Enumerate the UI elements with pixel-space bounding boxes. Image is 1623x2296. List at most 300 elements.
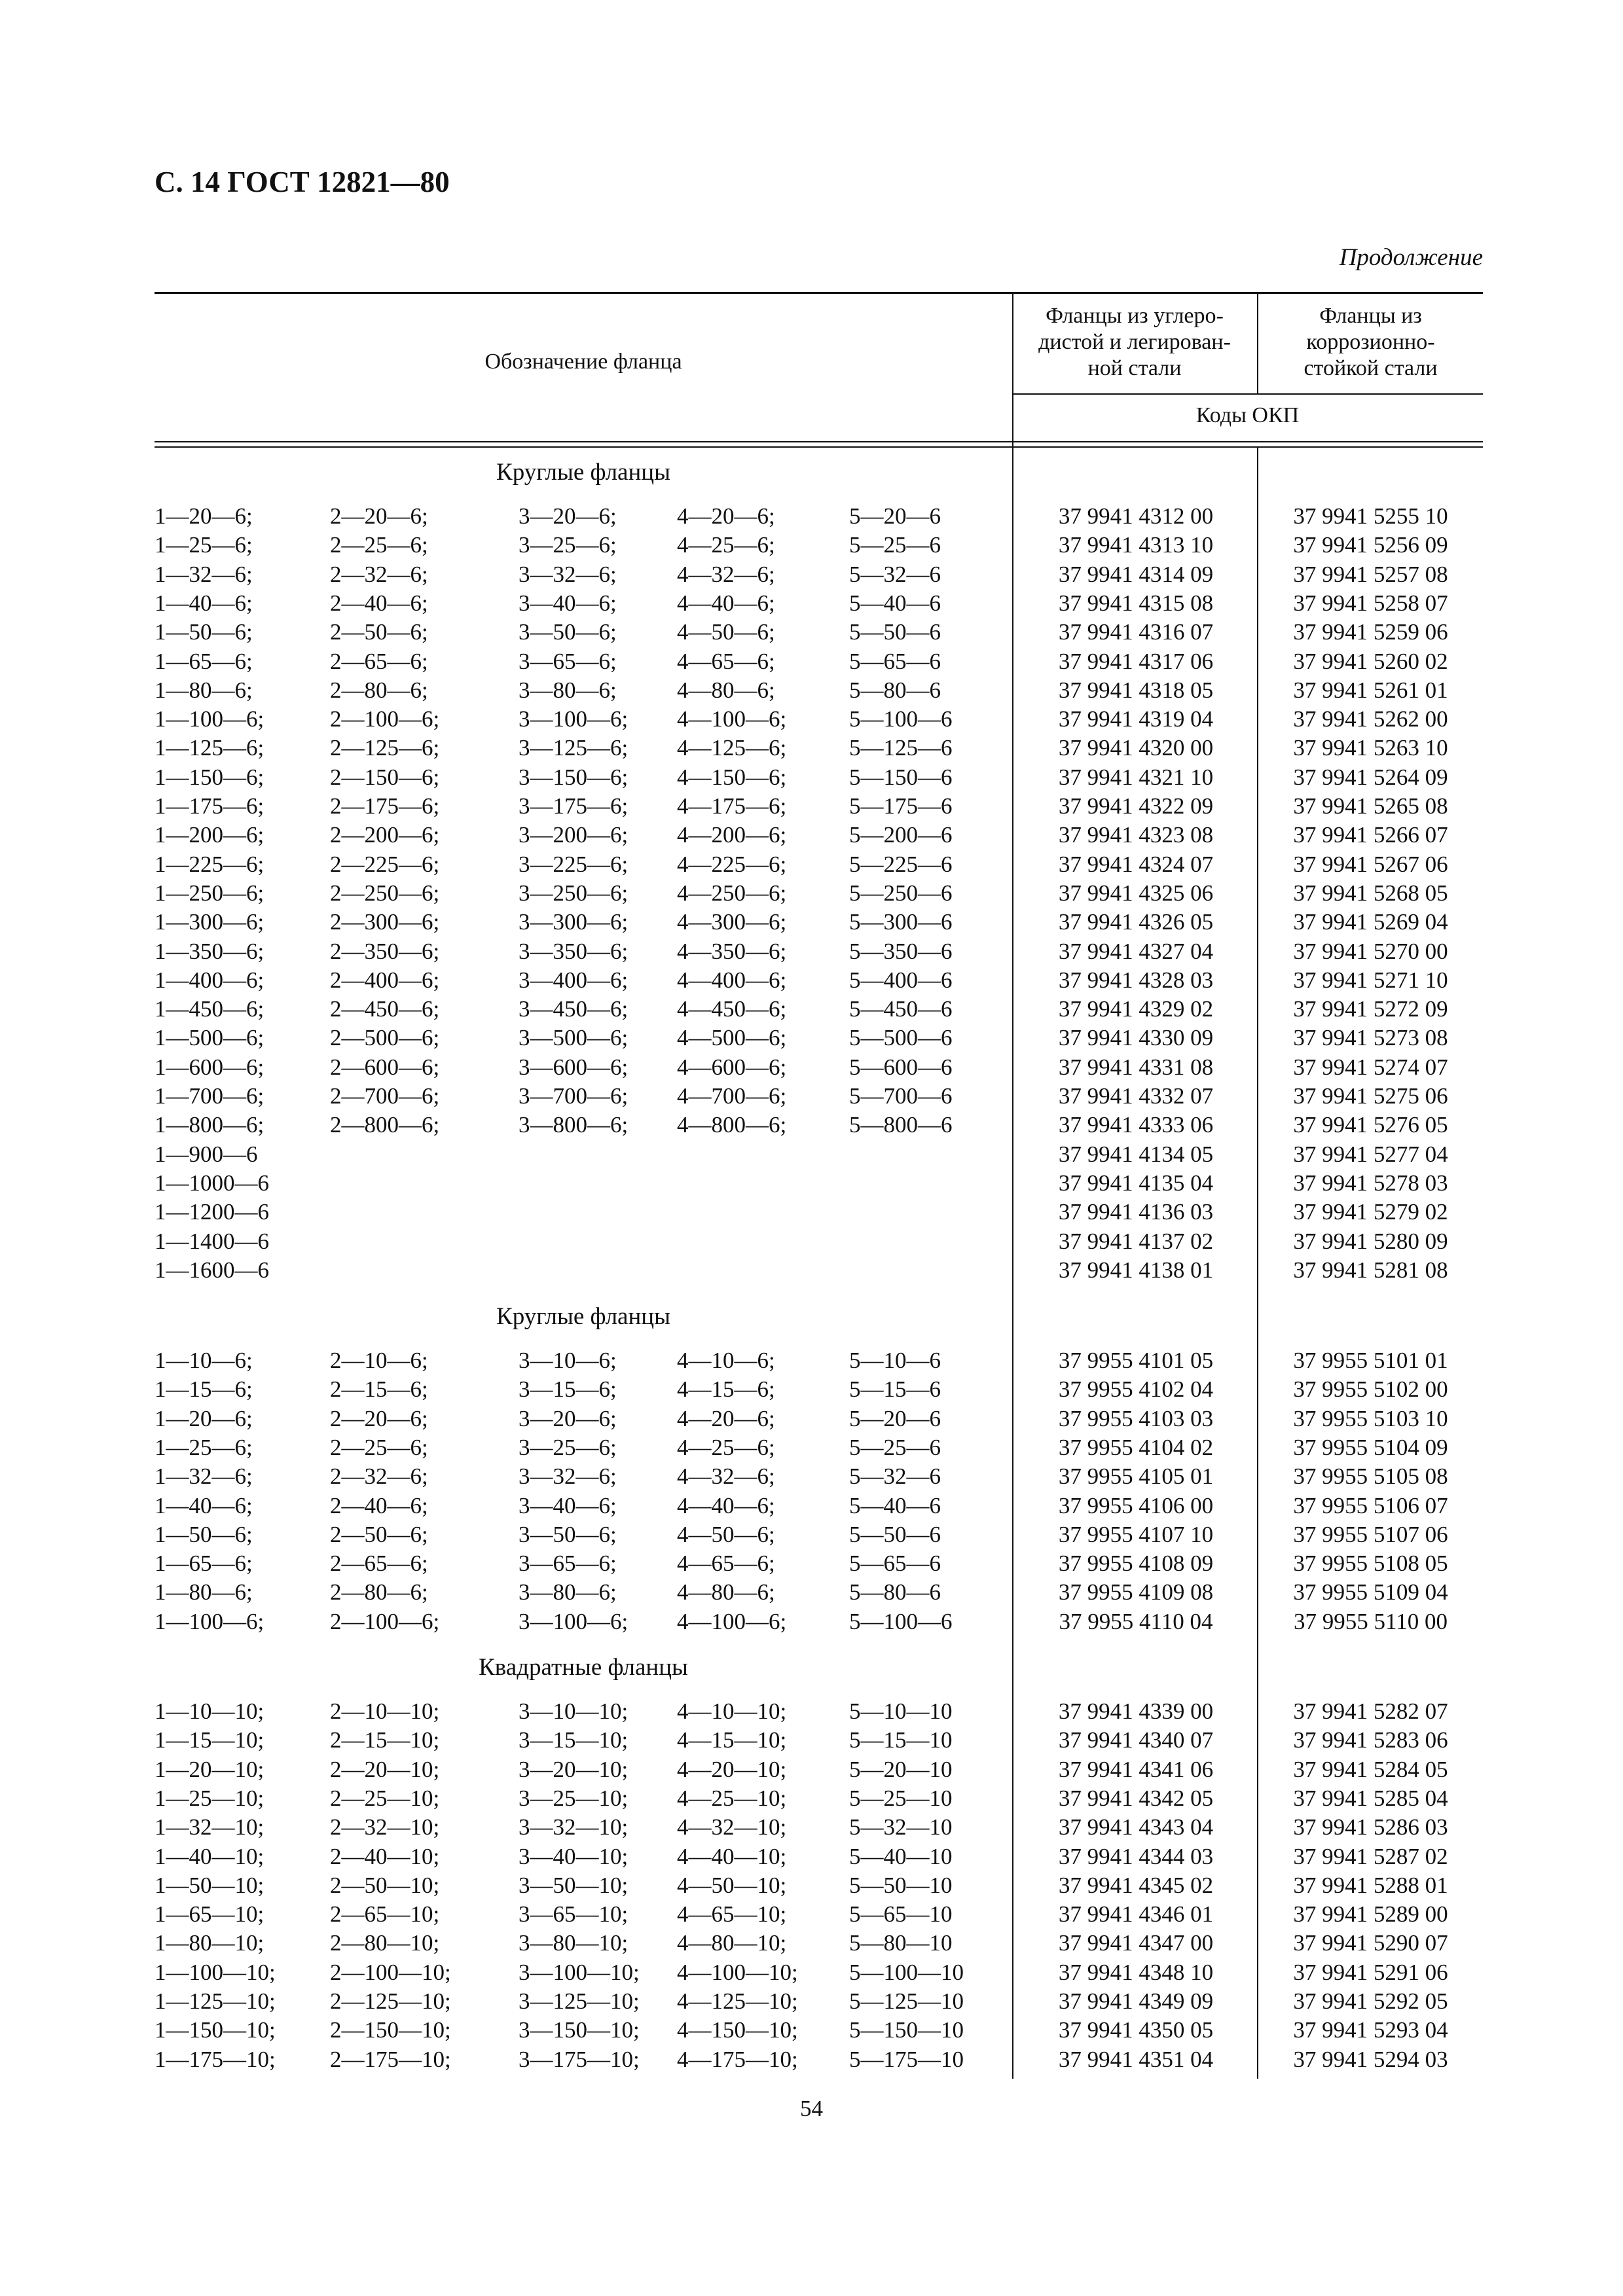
okp-code-stainless: 37 9941 5261 01: [1293, 677, 1448, 703]
flange-designation: 2—300—6;: [330, 909, 440, 935]
flange-designation: 5—40—10: [849, 1844, 953, 1869]
flange-designation: 3—250—6;: [519, 880, 629, 906]
okp-code-stainless: 37 9941 5267 06: [1293, 852, 1448, 877]
table-row: [0, 1871, 1623, 1900]
flange-designation: 2—20—6;: [330, 1406, 428, 1431]
flange-designation: 5—250—6: [849, 880, 953, 906]
okp-code-stainless: 37 9941 5269 04: [1293, 909, 1448, 935]
flange-designation: 1—25—6;: [155, 1435, 253, 1460]
table-row: [0, 1462, 1623, 1491]
flange-designation: 1—200—6;: [155, 822, 264, 848]
continuation-label: Продолжение: [1339, 244, 1483, 271]
table-row: [0, 1842, 1623, 1871]
table-row: [0, 1520, 1623, 1549]
flange-designation: 5—450—6: [849, 996, 953, 1022]
okp-code-stainless: 37 9955 5104 09: [1293, 1435, 1448, 1460]
okp-code-stainless: 37 9941 5279 02: [1293, 1199, 1448, 1225]
table-row: [0, 821, 1623, 850]
flange-designation: 5—32—10: [849, 1814, 953, 1840]
flange-designation: 2—10—10;: [330, 1698, 440, 1724]
table-row: [0, 1578, 1623, 1607]
flange-designation: 2—450—6;: [330, 996, 440, 1022]
flange-designation: 1—175—10;: [155, 2047, 276, 2072]
flange-designation: 1—500—6;: [155, 1025, 264, 1050]
okp-code-carbon: 37 9941 4319 04: [1058, 706, 1214, 732]
flange-designation: 2—350—6;: [330, 939, 440, 964]
flange-designation: 4—25—6;: [677, 532, 775, 558]
flange-designation: 3—32—6;: [519, 562, 617, 587]
flange-designation: 3—80—6;: [519, 677, 617, 703]
okp-code-stainless: 37 9941 5272 09: [1293, 996, 1448, 1022]
flange-designation: 3—500—6;: [519, 1025, 629, 1050]
flange-designation: 1—700—6;: [155, 1083, 264, 1109]
flange-designation: 2—200—6;: [330, 822, 440, 848]
flange-designation: 5—15—6: [849, 1376, 941, 1402]
okp-code-carbon: 37 9941 4346 01: [1058, 1901, 1214, 1927]
flange-designation: 4—20—6;: [677, 503, 775, 529]
flange-designation: 2—50—6;: [330, 619, 428, 645]
flange-designation: 5—50—6: [849, 1522, 941, 1547]
flange-designation: 2—15—6;: [330, 1376, 428, 1402]
flange-designation: 3—10—10;: [519, 1698, 629, 1724]
flange-designation: 3—50—6;: [519, 619, 617, 645]
okp-code-carbon: 37 9941 4331 08: [1058, 1054, 1214, 1080]
flange-designation: 2—40—10;: [330, 1844, 440, 1869]
flange-designation: 2—65—6;: [330, 1551, 428, 1576]
flange-designation: 1—450—6;: [155, 996, 264, 1022]
table-top-rule: [155, 292, 1483, 294]
flange-designation: 1—800—6;: [155, 1112, 264, 1138]
flange-designation: 5—400—6: [849, 967, 953, 993]
table-row: [0, 1140, 1623, 1169]
flange-designation: 1—300—6;: [155, 909, 264, 935]
flange-designation: 2—32—6;: [330, 1463, 428, 1489]
flange-designation: 2—20—6;: [330, 503, 428, 529]
flange-designation: 5—100—10: [849, 1960, 964, 1985]
okp-code-stainless: 37 9941 5292 05: [1293, 1988, 1448, 2014]
flange-designation: 1—80—6;: [155, 677, 253, 703]
flange-designation: 3—25—6;: [519, 532, 617, 558]
okp-code-stainless: 37 9941 5260 02: [1293, 649, 1448, 674]
flange-designation: 4—50—6;: [677, 619, 775, 645]
flange-designation: 4—20—6;: [677, 1406, 775, 1431]
okp-code-stainless: 37 9941 5278 03: [1293, 1170, 1448, 1196]
flange-designation: 3—25—6;: [519, 1435, 617, 1460]
flange-designation: 1—15—10;: [155, 1727, 264, 1753]
okp-code-stainless: 37 9941 5294 03: [1293, 2047, 1448, 2072]
flange-designation: 3—80—10;: [519, 1930, 629, 1956]
flange-designation: 3—200—6;: [519, 822, 629, 848]
header-line: дистой и легирован-: [1038, 330, 1231, 354]
okp-code-carbon: 37 9941 4137 02: [1058, 1229, 1214, 1254]
okp-code-carbon: 37 9941 4315 08: [1058, 590, 1214, 616]
flange-designation: 2—25—10;: [330, 1785, 440, 1811]
table-row: [0, 1111, 1623, 1139]
flange-designation: 5—32—6: [849, 562, 941, 587]
page-number: 54: [800, 2096, 823, 2121]
flange-designation: 1—125—10;: [155, 1988, 276, 2014]
okp-code-carbon: 37 9941 4349 09: [1058, 1988, 1214, 2014]
table-row: [0, 1987, 1623, 2016]
flange-designation: 5—20—10: [849, 1757, 953, 1782]
section-title: Круглые фланцы: [496, 1303, 670, 1330]
okp-code-stainless: 37 9941 5277 04: [1293, 1141, 1448, 1167]
flange-designation: 1—32—6;: [155, 1463, 253, 1489]
okp-code-carbon: 37 9941 4324 07: [1058, 852, 1214, 877]
flange-designation: 5—600—6: [849, 1054, 953, 1080]
flange-designation: 4—250—6;: [677, 880, 787, 906]
flange-designation: 5—700—6: [849, 1083, 953, 1109]
flange-designation: 5—25—10: [849, 1785, 953, 1811]
okp-code-stainless: 37 9941 5281 08: [1293, 1257, 1448, 1283]
flange-designation: 4—80—6;: [677, 1579, 775, 1605]
flange-designation: 4—20—10;: [677, 1757, 787, 1782]
flange-designation: 3—450—6;: [519, 996, 629, 1022]
flange-designation: 4—100—6;: [677, 1609, 787, 1634]
table-row: [0, 1755, 1623, 1784]
okp-code-carbon: 37 9941 4136 03: [1058, 1199, 1214, 1225]
okp-code-stainless: 37 9941 5265 08: [1293, 793, 1448, 819]
table-row: [0, 763, 1623, 792]
flange-designation: 3—32—6;: [519, 1463, 617, 1489]
okp-code-stainless: 37 9955 5105 08: [1293, 1463, 1448, 1489]
okp-code-carbon: 37 9941 4325 06: [1058, 880, 1214, 906]
okp-code-carbon: 37 9941 4350 05: [1058, 2017, 1214, 2043]
okp-code-stainless: 37 9955 5108 05: [1293, 1551, 1448, 1576]
flange-designation: 2—50—6;: [330, 1522, 428, 1547]
okp-code-stainless: 37 9941 5268 05: [1293, 880, 1448, 906]
flange-designation: 2—65—6;: [330, 649, 428, 674]
flange-designation: 3—40—6;: [519, 1493, 617, 1518]
flange-designation: 3—40—6;: [519, 590, 617, 616]
flange-designation: 4—15—6;: [677, 1376, 775, 1402]
header-line: Фланцы из: [1319, 304, 1422, 328]
flange-designation: 5—40—6: [849, 1493, 941, 1518]
flange-designation: 1—20—10;: [155, 1757, 264, 1782]
flange-designation: 1—350—6;: [155, 939, 264, 964]
flange-designation: 2—125—10;: [330, 1988, 451, 2014]
flange-designation: 4—150—10;: [677, 2017, 798, 2043]
flange-designation: 4—350—6;: [677, 939, 787, 964]
flange-designation: 3—80—6;: [519, 1579, 617, 1605]
okp-code-stainless: 37 9955 5102 00: [1293, 1376, 1448, 1402]
table-row: [0, 1900, 1623, 1929]
flange-designation: 4—25—10;: [677, 1785, 787, 1811]
flange-designation: 1—225—6;: [155, 852, 264, 877]
flange-designation: 4—32—6;: [677, 1463, 775, 1489]
okp-code-carbon: 37 9941 4313 10: [1058, 532, 1214, 558]
table-row: [0, 850, 1623, 879]
okp-code-stainless: 37 9941 5273 08: [1293, 1025, 1448, 1050]
table-row: [0, 531, 1623, 560]
okp-code-stainless: 37 9941 5276 05: [1293, 1112, 1448, 1138]
okp-code-stainless: 37 9941 5289 00: [1293, 1901, 1448, 1927]
flange-designation: 1—25—6;: [155, 532, 253, 558]
header-line: ной стали: [1087, 356, 1182, 380]
okp-code-stainless: 37 9941 5256 09: [1293, 532, 1448, 558]
okp-code-stainless: 37 9941 5258 07: [1293, 590, 1448, 616]
table-row: [0, 1082, 1623, 1111]
flange-designation: 1—50—6;: [155, 1522, 253, 1547]
flange-designation: 2—500—6;: [330, 1025, 440, 1050]
flange-designation: 4—65—6;: [677, 649, 775, 674]
header-line: стойкой стали: [1304, 356, 1438, 380]
flange-designation: 4—50—6;: [677, 1522, 775, 1547]
section-title: Круглые фланцы: [496, 459, 670, 486]
flange-designation: 1—150—10;: [155, 2017, 276, 2043]
table-row: [0, 966, 1623, 995]
flange-designation: 3—600—6;: [519, 1054, 629, 1080]
okp-code-carbon: 37 9955 4103 03: [1058, 1406, 1214, 1431]
flange-designation: 5—65—6: [849, 1551, 941, 1576]
flange-designation: 1—100—6;: [155, 1609, 264, 1634]
table-row: [0, 647, 1623, 676]
flange-designation: 3—10—6;: [519, 1348, 617, 1373]
flange-designation: 5—15—10: [849, 1727, 953, 1753]
flange-designation: 5—20—6: [849, 1406, 941, 1431]
flange-designation: 1—175—6;: [155, 793, 264, 819]
okp-code-carbon: 37 9941 4326 05: [1058, 909, 1214, 935]
flange-designation: 3—20—10;: [519, 1757, 629, 1782]
okp-code-stainless: 37 9941 5262 00: [1293, 706, 1448, 732]
flange-designation: 4—175—6;: [677, 793, 787, 819]
table-row: [0, 1726, 1623, 1755]
flange-designation: 4—300—6;: [677, 909, 787, 935]
flange-designation: 4—15—10;: [677, 1727, 787, 1753]
document-header: С. 14 ГОСТ 12821—80: [155, 166, 450, 198]
flange-designation: 3—700—6;: [519, 1083, 629, 1109]
flange-designation: 5—100—6: [849, 706, 953, 732]
flange-designation: 1—20—6;: [155, 1406, 253, 1431]
flange-designation: 2—400—6;: [330, 967, 440, 993]
okp-code-carbon: 37 9955 4110 04: [1059, 1609, 1213, 1634]
flange-designation: 2—10—6;: [330, 1348, 428, 1373]
okp-code-stainless: 37 9941 5290 07: [1293, 1930, 1448, 1956]
okp-code-carbon: 37 9941 4323 08: [1058, 822, 1214, 848]
flange-designation: 1—50—10;: [155, 1873, 264, 1898]
flange-designation: 1—1000—6: [155, 1170, 269, 1196]
flange-designation: 3—100—6;: [519, 706, 629, 732]
flange-designation: 2—32—10;: [330, 1814, 440, 1840]
table-row: [0, 1433, 1623, 1462]
flange-designation: 2—150—10;: [330, 2017, 451, 2043]
flange-designation: 2—150—6;: [330, 764, 440, 790]
flange-designation: 2—50—10;: [330, 1873, 440, 1898]
flange-designation: 1—250—6;: [155, 880, 264, 906]
okp-code-carbon: 37 9955 4102 04: [1058, 1376, 1214, 1402]
flange-designation: 1—40—10;: [155, 1844, 264, 1869]
okp-code-carbon: 37 9955 4109 08: [1058, 1579, 1214, 1605]
okp-code-stainless: 37 9941 5271 10: [1293, 967, 1448, 993]
flange-designation: 4—125—6;: [677, 735, 787, 761]
okp-code-stainless: 37 9955 5109 04: [1293, 1579, 1448, 1605]
table-row: [0, 879, 1623, 908]
flange-designation: 2—25—6;: [330, 1435, 428, 1460]
okp-code-carbon: 37 9941 4329 02: [1058, 996, 1214, 1022]
flange-designation: 2—40—6;: [330, 590, 428, 616]
flange-designation: 2—80—6;: [330, 1579, 428, 1605]
flange-designation: 5—50—10: [849, 1873, 953, 1898]
flange-designation: 3—150—6;: [519, 764, 629, 790]
column-header-designation: Обозначение фланца: [484, 350, 682, 374]
okp-code-stainless: 37 9955 5103 10: [1293, 1406, 1448, 1431]
flange-designation: 3—125—10;: [519, 1988, 640, 2014]
okp-code-carbon: 37 9955 4108 09: [1058, 1551, 1214, 1576]
table-row: [0, 502, 1623, 531]
flange-designation: 3—25—10;: [519, 1785, 629, 1811]
flange-designation: 4—10—6;: [677, 1348, 775, 1373]
flange-designation: 4—40—6;: [677, 1493, 775, 1518]
flange-designation: 3—100—6;: [519, 1609, 629, 1634]
okp-code-carbon: 37 9955 4104 02: [1058, 1435, 1214, 1460]
table-row: [0, 1375, 1623, 1404]
flange-designation: 4—40—10;: [677, 1844, 787, 1869]
table-row: [0, 2016, 1623, 2045]
okp-code-carbon: 37 9955 4106 00: [1058, 1493, 1214, 1518]
flange-designation: 2—80—10;: [330, 1930, 440, 1956]
okp-code-carbon: 37 9941 4312 00: [1058, 503, 1214, 529]
flange-designation: 4—80—6;: [677, 677, 775, 703]
flange-designation: 5—10—10: [849, 1698, 953, 1724]
flange-designation: 1—32—6;: [155, 562, 253, 587]
flange-designation: 4—450—6;: [677, 996, 787, 1022]
flange-designation: 3—20—6;: [519, 503, 617, 529]
flange-designation: 1—80—10;: [155, 1930, 264, 1956]
table-row: [0, 1227, 1623, 1256]
header-line: коррозионно-: [1306, 330, 1435, 354]
okp-code-carbon: 37 9941 4317 06: [1058, 649, 1214, 674]
okp-code-carbon: 37 9941 4320 00: [1058, 735, 1214, 761]
okp-code-stainless: 37 9941 5282 07: [1293, 1698, 1448, 1724]
flange-designation: 3—40—10;: [519, 1844, 629, 1869]
flange-designation: 4—100—10;: [677, 1960, 798, 1985]
okp-code-carbon: 37 9955 4107 10: [1058, 1522, 1214, 1547]
flange-designation: 3—15—6;: [519, 1376, 617, 1402]
okp-code-stainless: 37 9955 5107 06: [1293, 1522, 1448, 1547]
flange-designation: 3—65—6;: [519, 1551, 617, 1576]
flange-designation: 5—65—6: [849, 649, 941, 674]
flange-designation: 4—10—10;: [677, 1698, 787, 1724]
flange-designation: 5—20—6: [849, 503, 941, 529]
flange-designation: 2—250—6;: [330, 880, 440, 906]
flange-designation: 1—125—6;: [155, 735, 264, 761]
okp-code-stainless: 37 9941 5274 07: [1293, 1054, 1448, 1080]
flange-designation: 3—65—6;: [519, 649, 617, 674]
flange-designation: 1—150—6;: [155, 764, 264, 790]
flange-designation: 2—175—10;: [330, 2047, 451, 2072]
okp-code-stainless: 37 9941 5284 05: [1293, 1757, 1448, 1782]
table-row: [0, 734, 1623, 762]
flange-designation: 4—25—6;: [677, 1435, 775, 1460]
flange-designation: 5—175—6: [849, 793, 953, 819]
table-row: [0, 937, 1623, 966]
flange-designation: 4—50—10;: [677, 1873, 787, 1898]
flange-designation: 3—50—6;: [519, 1522, 617, 1547]
okp-code-carbon: 37 9941 4343 04: [1058, 1814, 1214, 1840]
flange-designation: 1—65—10;: [155, 1901, 264, 1927]
table-row: [0, 1492, 1623, 1520]
flange-designation: 4—65—6;: [677, 1551, 775, 1576]
flange-designation: 4—700—6;: [677, 1083, 787, 1109]
table-row: [0, 1607, 1623, 1636]
flange-designation: 5—125—10: [849, 1988, 964, 2014]
flange-designation: 1—10—10;: [155, 1698, 264, 1724]
flange-designation: 2—80—6;: [330, 677, 428, 703]
flange-designation: 5—80—6: [849, 677, 941, 703]
flange-designation: 4—200—6;: [677, 822, 787, 848]
flange-designation: 5—350—6: [849, 939, 953, 964]
flange-designation: 5—65—10: [849, 1901, 953, 1927]
okp-code-stainless: 37 9941 5293 04: [1293, 2017, 1448, 2043]
flange-designation: 5—10—6: [849, 1348, 941, 1373]
okp-code-stainless: 37 9941 5286 03: [1293, 1814, 1448, 1840]
flange-designation: 4—500—6;: [677, 1025, 787, 1050]
okp-code-carbon: 37 9941 4340 07: [1058, 1727, 1214, 1753]
flange-designation: 4—40—6;: [677, 590, 775, 616]
flange-designation: 3—150—10;: [519, 2017, 640, 2043]
table-row: [0, 1784, 1623, 1813]
table-row: [0, 1169, 1623, 1198]
okp-code-carbon: 37 9941 4322 09: [1058, 793, 1214, 819]
table-row: [0, 1256, 1623, 1285]
okp-code-carbon: 37 9941 4328 03: [1058, 967, 1214, 993]
flange-designation: 3—225—6;: [519, 852, 629, 877]
flange-designation: 3—125—6;: [519, 735, 629, 761]
flange-designation: 1—65—6;: [155, 1551, 253, 1576]
okp-code-carbon: 37 9941 4351 04: [1058, 2047, 1214, 2072]
table-row: [0, 792, 1623, 821]
flange-designation: 2—100—10;: [330, 1960, 451, 1985]
okp-code-carbon: 37 9941 4333 06: [1058, 1112, 1214, 1138]
flange-designation: 3—32—10;: [519, 1814, 629, 1840]
flange-designation: 2—100—6;: [330, 1609, 440, 1634]
flange-designation: 1—25—10;: [155, 1785, 264, 1811]
flange-designation: 4—225—6;: [677, 852, 787, 877]
table-row: [0, 1198, 1623, 1227]
flange-designation: 4—100—6;: [677, 706, 787, 732]
column-header-carbon-steel: [1012, 303, 1257, 382]
flange-designation: 1—400—6;: [155, 967, 264, 993]
flange-designation: 1—1400—6: [155, 1229, 269, 1254]
table-row: [0, 1024, 1623, 1052]
flange-designation: 5—25—6: [849, 1435, 941, 1460]
okp-code-stainless: 37 9955 5101 01: [1293, 1348, 1448, 1373]
flange-designation: 4—65—10;: [677, 1901, 787, 1927]
flange-designation: 4—125—10;: [677, 1988, 798, 2014]
flange-designation: 2—15—10;: [330, 1727, 440, 1753]
flange-designation: 2—32—6;: [330, 562, 428, 587]
flange-designation: 2—800—6;: [330, 1112, 440, 1138]
table-row: [0, 1405, 1623, 1433]
table-row: [0, 560, 1623, 589]
okp-code-carbon: 37 9941 4135 04: [1058, 1170, 1214, 1196]
flange-designation: 5—80—10: [849, 1930, 953, 1956]
okp-code-stainless: 37 9941 5257 08: [1293, 562, 1448, 587]
flange-designation: 1—40—6;: [155, 1493, 253, 1518]
flange-designation: 5—800—6: [849, 1112, 953, 1138]
table-row: [0, 676, 1623, 705]
okp-code-carbon: 37 9955 4101 05: [1058, 1348, 1214, 1373]
table-row: [0, 618, 1623, 647]
section-title: Квадратные фланцы: [479, 1654, 688, 1681]
table-row: [0, 1958, 1623, 1987]
okp-code-carbon: 37 9941 4345 02: [1058, 1873, 1214, 1898]
flange-designation: 1—20—6;: [155, 503, 253, 529]
table-row: [0, 1813, 1623, 1842]
flange-designation: 1—100—10;: [155, 1960, 276, 1985]
flange-designation: 3—20—6;: [519, 1406, 617, 1431]
table-row: [0, 1346, 1623, 1375]
